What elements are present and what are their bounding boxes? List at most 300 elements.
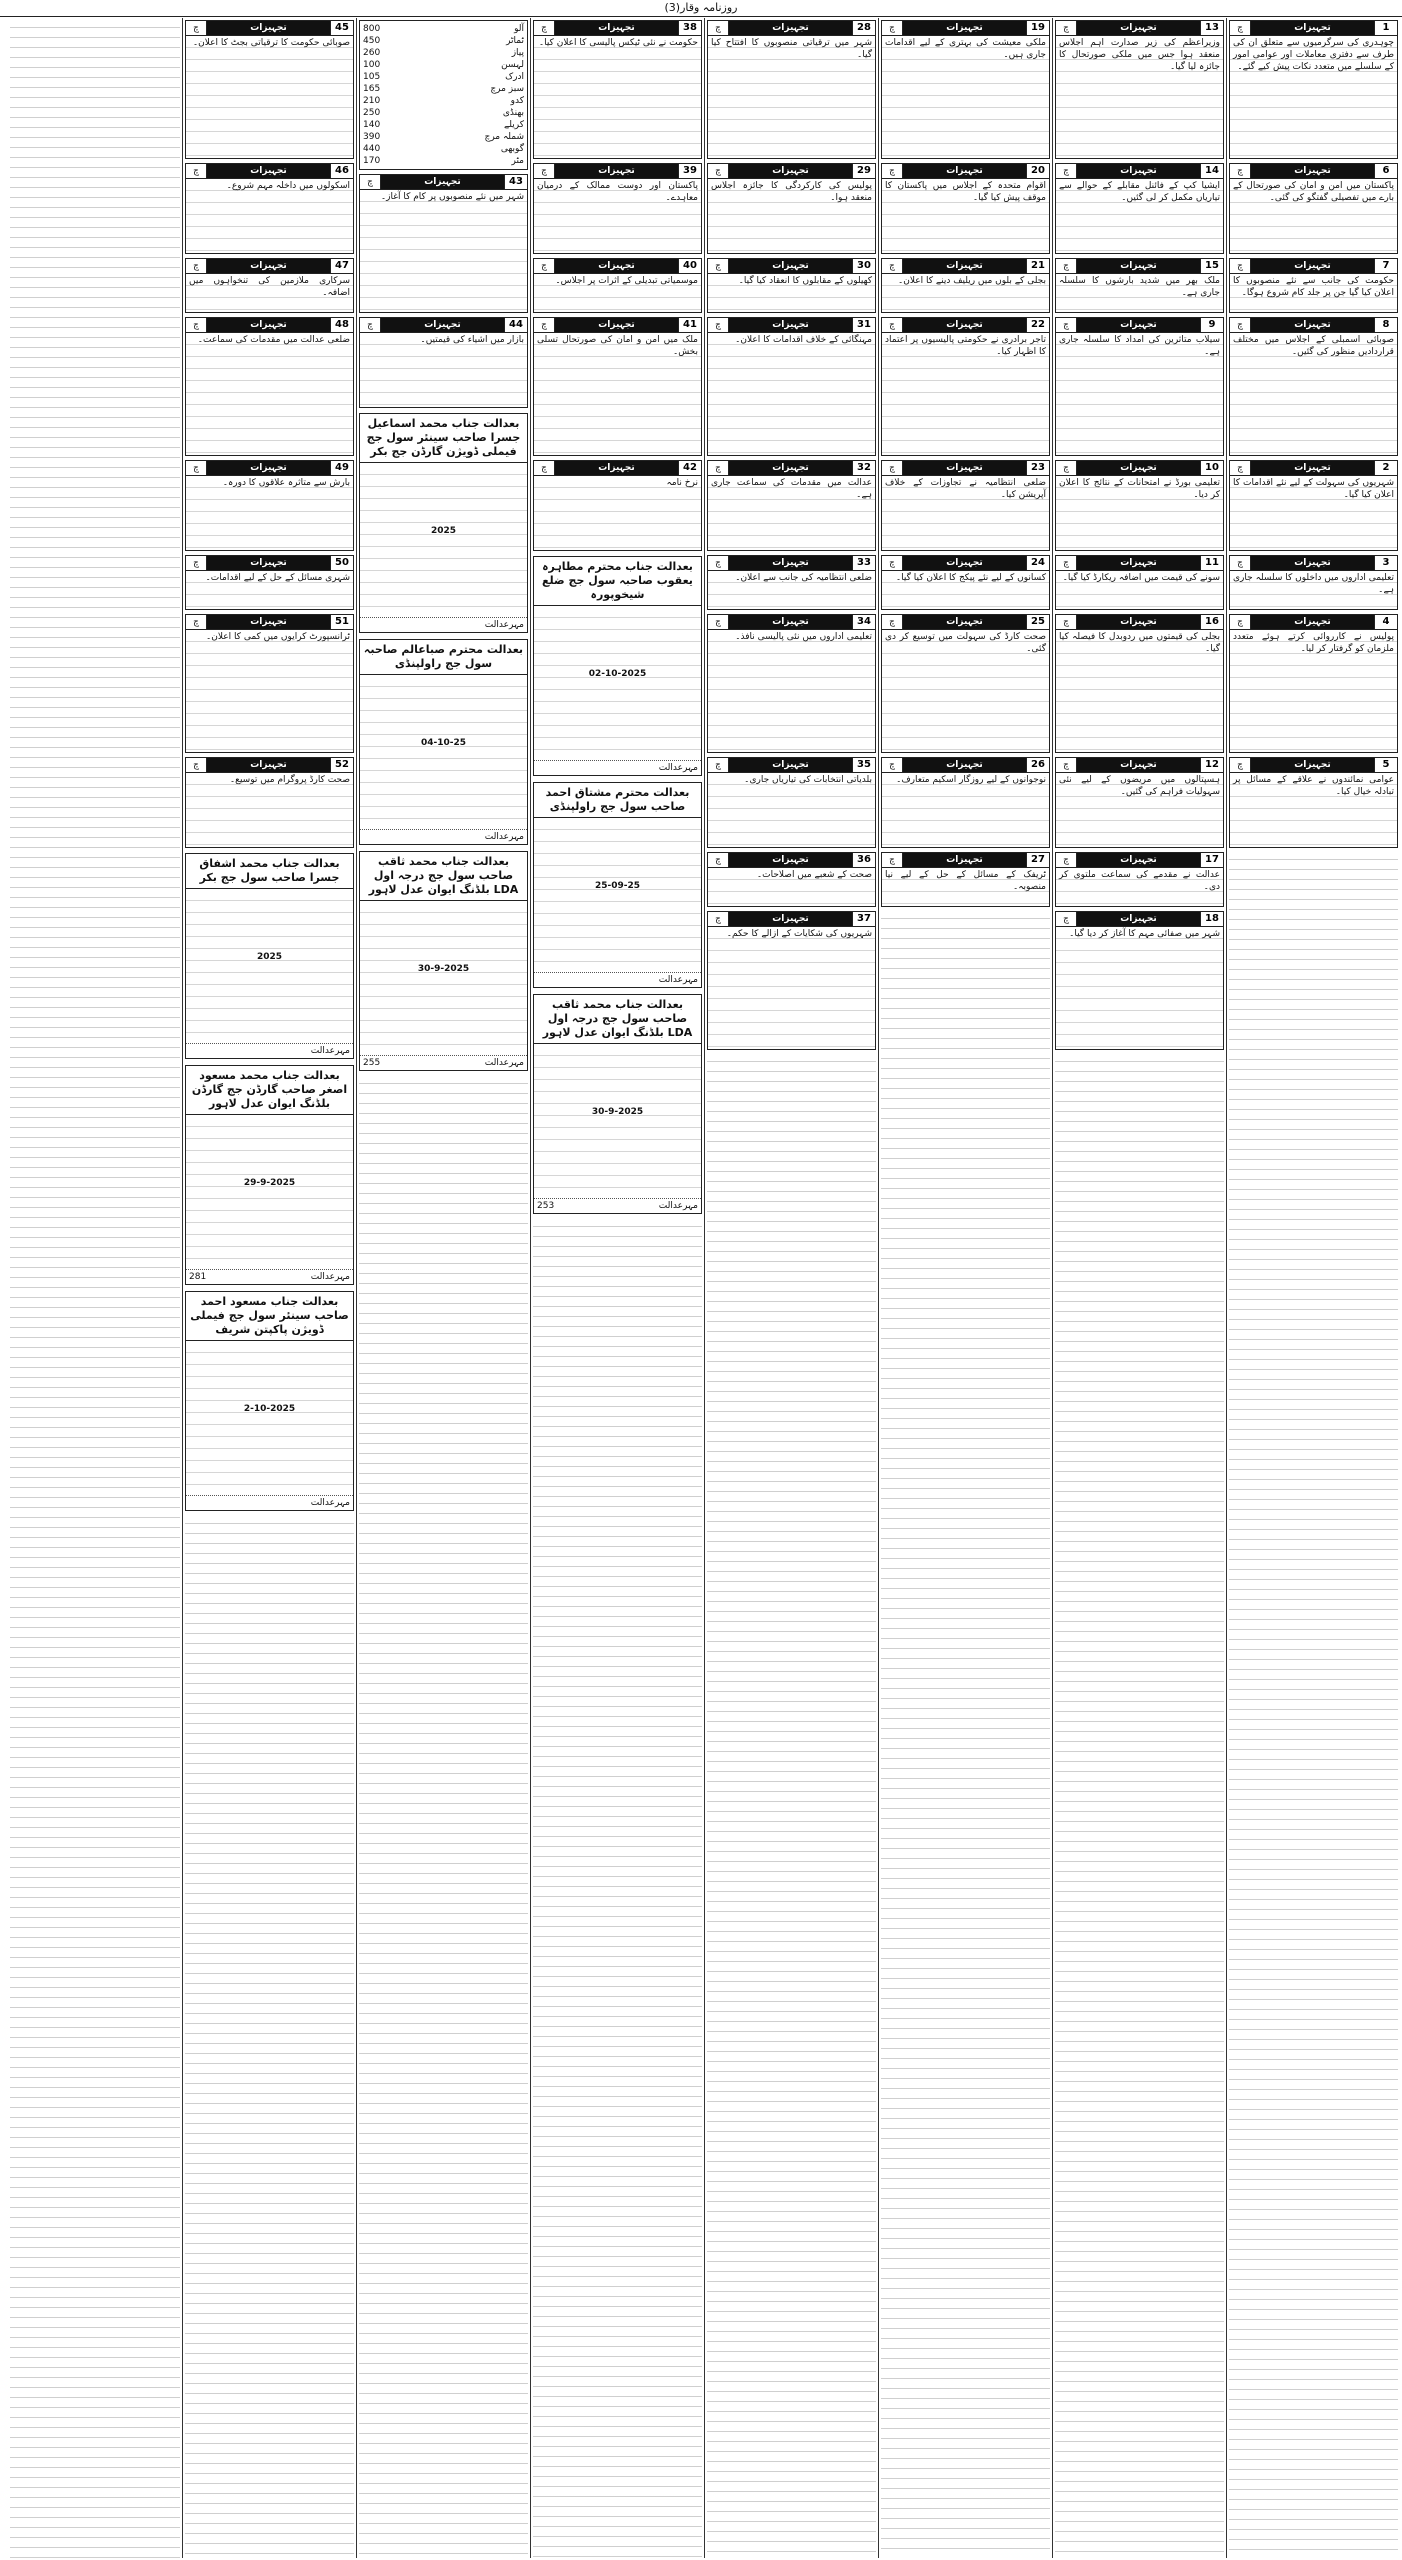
notice-title: تجہیزات	[1077, 318, 1200, 332]
notice-text: پاکستان اور دوست ممالک کے درمیان معاہدے۔	[534, 179, 701, 253]
court-text	[186, 889, 353, 1043]
notice-title: تجہیزات	[903, 259, 1026, 273]
notice-tag: چ	[882, 21, 903, 35]
notice-title: تجہیزات	[729, 21, 852, 35]
court-title: بعدالت جناب محمد ثاقب صاحب سول جج درجہ اول LDA بلڈنگ ایوان عدل لاہور	[534, 995, 701, 1044]
notice-header	[1056, 318, 1223, 333]
notice-header	[1230, 21, 1397, 36]
notice-box	[707, 757, 876, 848]
notice-tag: چ	[882, 164, 903, 178]
notice-tag: چ	[186, 556, 207, 570]
notice-header	[882, 758, 1049, 773]
court-text	[186, 1341, 353, 1495]
notice-number: 42	[678, 461, 701, 475]
notice-text: تعلیمی اداروں میں نئی پالیسی نافذ۔	[708, 630, 875, 752]
price-value: 105	[363, 72, 381, 82]
court-footer	[186, 1269, 353, 1284]
notice-header	[534, 259, 701, 274]
notice-text: ضلعی عدالت میں مقدمات کی سماعت۔	[186, 333, 353, 455]
price-list	[359, 20, 528, 170]
notice-header	[186, 461, 353, 476]
notice-tag: چ	[882, 853, 903, 867]
price-value: 440	[363, 144, 381, 154]
notice-serial: 255	[363, 1058, 381, 1068]
notice-header	[1056, 758, 1223, 773]
notice-box	[185, 757, 354, 848]
price-row	[363, 47, 524, 59]
notice-tag: چ	[360, 318, 381, 332]
price-value: 165	[363, 84, 381, 94]
notice-header	[360, 175, 527, 190]
notice-tag: چ	[186, 318, 207, 332]
notice-box	[707, 258, 876, 313]
column-2	[1052, 18, 1226, 2558]
price-row	[363, 119, 524, 131]
notice-box	[881, 757, 1050, 848]
notice-text: صحت کارڈ کی سہولت میں توسیع کر دی گئی۔	[882, 630, 1049, 752]
court-footer	[186, 1043, 353, 1058]
notice-text: ایشیا کپ کے فائنل مقابلے کے حوالے سے تیاریاں مکمل کر لی گئیں۔	[1056, 179, 1223, 253]
notice-text: تاجر برادری نے حکومتی پالیسیوں پر اعتماد کا اظہار کیا۔	[882, 333, 1049, 455]
notice-box	[1055, 852, 1224, 907]
notice-text: حکومت کی جانب سے نئے منصوبوں کا اعلان کیا گیا جن پر جلد کام شروع ہوگا۔	[1230, 274, 1397, 312]
notice-tag: چ	[186, 461, 207, 475]
notice-number: 25	[1026, 615, 1049, 629]
notice-title: تجہیزات	[1077, 21, 1200, 35]
hearing-date: 2-10-2025	[243, 1404, 296, 1414]
court-notice	[533, 994, 702, 1214]
notice-tag: چ	[708, 853, 729, 867]
court-seal-label: مہرعدالت	[310, 1046, 350, 1056]
notice-number: 28	[852, 21, 875, 35]
notice-title: تجہیزات	[729, 758, 852, 772]
notice-tag: چ	[1056, 556, 1077, 570]
notice-text: بلدیاتی انتخابات کی تیاریاں جاری۔	[708, 773, 875, 847]
price-value: 100	[363, 60, 381, 70]
court-title: بعدالت جناب محترم مطاہرہ یعقوب صاحبہ سول جج ضلع شیخوپورہ	[534, 557, 701, 606]
notice-header	[1230, 461, 1397, 476]
notice-box	[707, 460, 876, 551]
notice-box	[1055, 911, 1224, 1050]
notice-header	[708, 318, 875, 333]
newspaper-columns	[2, 18, 1400, 2558]
notice-number: 8	[1374, 318, 1397, 332]
page-header	[0, 0, 1402, 17]
price-value: 260	[363, 48, 381, 58]
notice-text: بجلی کے بلوں میں ریلیف دینے کا اعلان۔	[882, 274, 1049, 312]
price-row	[363, 59, 524, 71]
notice-title: تجہیزات	[207, 259, 330, 273]
notice-text: بازار میں اشیاء کی قیمتیں۔	[360, 333, 527, 407]
notice-number: 35	[852, 758, 875, 772]
hearing-date: 30-9-2025	[417, 964, 470, 974]
notice-header	[1056, 615, 1223, 630]
notice-text: مہنگائی کے خلاف اقدامات کا اعلان۔	[708, 333, 875, 455]
notice-tag: چ	[186, 164, 207, 178]
notice-tag: چ	[1056, 853, 1077, 867]
notice-number: 44	[504, 318, 527, 332]
text-filler	[10, 18, 180, 2558]
notice-title: تجہیزات	[729, 259, 852, 273]
notice-text: چوہدری کی سرگرمیوں سے متعلق ان کی طرف سے دفتری معاملات اور عوامی امور کے سلسلے میں متعدد نکات پیش کیے گئے۔	[1230, 36, 1397, 158]
price-value: 140	[363, 120, 381, 130]
notice-text: صوبائی اسمبلی کے اجلاس میں مختلف قراردادیں منظور کی گئیں۔	[1230, 333, 1397, 455]
notice-box	[1055, 460, 1224, 551]
notice-number: 4	[1374, 615, 1397, 629]
notice-title: تجہیزات	[903, 318, 1026, 332]
price-row	[363, 131, 524, 143]
notice-text: صوبائی حکومت کا ترقیاتی بجٹ کا اعلان۔	[186, 36, 353, 158]
court-seal-label: مہرعدالت	[484, 1058, 524, 1068]
notice-box	[185, 317, 354, 456]
notice-title: تجہیزات	[729, 912, 852, 926]
hearing-date: 04-10-25	[420, 738, 467, 748]
notice-tag: چ	[186, 21, 207, 35]
notice-header	[186, 615, 353, 630]
notice-tag: چ	[882, 259, 903, 273]
notice-header	[360, 318, 527, 333]
notice-box	[1229, 757, 1398, 848]
court-title: بعدالت محترم مشتاق احمد صاحب سول جج راولپنڈی	[534, 783, 701, 818]
notice-text: شہریوں کی سہولت کے لیے نئے اقدامات کا اعلان کیا گیا۔	[1230, 476, 1397, 550]
price-value: 170	[363, 156, 381, 166]
notice-title: تجہیزات	[555, 164, 678, 178]
notice-title: تجہیزات	[207, 318, 330, 332]
notice-tag: چ	[708, 21, 729, 35]
notice-text: بجلی کی قیمتوں میں ردوبدل کا فیصلہ کیا گیا۔	[1056, 630, 1223, 752]
notice-header	[1230, 164, 1397, 179]
notice-title: تجہیزات	[1077, 164, 1200, 178]
price-row	[363, 143, 524, 155]
price-row	[363, 95, 524, 107]
court-title: بعدالت جناب محمد اشفاق جسرا صاحب سول جج بکر	[186, 854, 353, 889]
notice-title: تجہیزات	[729, 556, 852, 570]
hearing-date: 2025	[256, 952, 283, 962]
notice-title: تجہیزات	[1077, 758, 1200, 772]
notice-box	[707, 20, 876, 159]
price-row	[363, 23, 524, 35]
notice-box	[1055, 258, 1224, 313]
price-item: ٹماٹر	[506, 36, 524, 46]
notice-header	[1056, 461, 1223, 476]
court-notice	[359, 413, 528, 633]
notice-number: 48	[330, 318, 353, 332]
notice-number: 24	[1026, 556, 1049, 570]
notice-box	[1229, 20, 1398, 159]
notice-text: سونے کی قیمت میں اضافہ ریکارڈ کیا گیا۔	[1056, 571, 1223, 609]
price-item: شملہ مرچ	[484, 132, 524, 142]
notice-number: 37	[852, 912, 875, 926]
notice-header	[882, 556, 1049, 571]
column-5	[530, 18, 704, 2558]
hearing-date: 2025	[430, 526, 457, 536]
notice-text: حکومت نے نئی ٹیکس پالیسی کا اعلان کیا۔	[534, 36, 701, 158]
notice-tag: چ	[882, 318, 903, 332]
notice-tag: چ	[708, 461, 729, 475]
notice-header	[1056, 21, 1223, 36]
notice-header	[708, 556, 875, 571]
notice-box	[1055, 757, 1224, 848]
notice-text: نرخ نامہ	[534, 476, 701, 550]
notice-title: تجہیزات	[1077, 461, 1200, 475]
notice-text: پاکستان میں امن و امان کی صورتحال کے بارے میں تفصیلی گفتگو کی گئی۔	[1230, 179, 1397, 253]
notice-box	[185, 614, 354, 753]
hearing-date: 02-10-2025	[588, 669, 647, 679]
notice-text: ملکی معیشت کی بہتری کے لیے اقدامات جاری ہیں۔	[882, 36, 1049, 158]
text-filler	[1229, 850, 1398, 2558]
column-1	[1226, 18, 1400, 2558]
notice-box	[1055, 555, 1224, 610]
notice-tag: چ	[1230, 615, 1251, 629]
notice-header	[708, 21, 875, 36]
notice-box	[881, 852, 1050, 907]
notice-number: 43	[504, 175, 527, 189]
notice-number: 18	[1200, 912, 1223, 926]
notice-title: تجہیزات	[1251, 164, 1374, 178]
notice-number: 51	[330, 615, 353, 629]
notice-header	[1230, 318, 1397, 333]
notice-box	[707, 317, 876, 456]
notice-number: 52	[330, 758, 353, 772]
notice-tag: چ	[534, 164, 555, 178]
notice-text: تعلیمی اداروں میں داخلوں کا سلسلہ جاری ہے۔	[1230, 571, 1397, 609]
price-item: سبز مرچ	[490, 84, 524, 94]
court-title: بعدالت جناب مسعود احمد صاحب سینئر سول جج فیملی ڈویژن پاکپتن شریف	[186, 1292, 353, 1341]
notice-header	[186, 758, 353, 773]
court-notice	[533, 556, 702, 776]
notice-text: عدالت میں مقدمات کی سماعت جاری ہے۔	[708, 476, 875, 550]
notice-tag: چ	[882, 758, 903, 772]
notice-text: اسکولوں میں داخلہ مہم شروع۔	[186, 179, 353, 253]
notice-header	[534, 318, 701, 333]
notice-text: موسمیاتی تبدیلی کے اثرات پر اجلاس۔	[534, 274, 701, 312]
notice-number: 21	[1026, 259, 1049, 273]
court-notice	[185, 853, 354, 1059]
page-title: روزنامہ وقار(3)	[664, 1, 738, 14]
notice-box	[533, 258, 702, 313]
notice-box	[1229, 460, 1398, 551]
notice-header	[186, 164, 353, 179]
notice-box	[533, 317, 702, 456]
notice-tag: چ	[1230, 556, 1251, 570]
notice-box	[359, 317, 528, 408]
court-text	[534, 1044, 701, 1198]
court-footer	[360, 1055, 527, 1070]
notice-text: بارش سے متاثرہ علاقوں کا دورہ۔	[186, 476, 353, 550]
court-notice	[359, 851, 528, 1071]
notice-title: تجہیزات	[903, 164, 1026, 178]
notice-text: کسانوں کے لیے نئے پیکج کا اعلان کیا گیا۔	[882, 571, 1049, 609]
notice-number: 34	[852, 615, 875, 629]
court-seal-label: مہرعدالت	[310, 1272, 350, 1282]
notice-tag: چ	[882, 615, 903, 629]
notice-title: تجہیزات	[207, 758, 330, 772]
notice-text: نوجوانوں کے لیے روزگار اسکیم متعارف۔	[882, 773, 1049, 847]
notice-tag: چ	[1056, 21, 1077, 35]
notice-tag: چ	[360, 175, 381, 189]
notice-tag: چ	[1230, 461, 1251, 475]
notice-box	[533, 20, 702, 159]
notice-number: 20	[1026, 164, 1049, 178]
notice-number: 31	[852, 318, 875, 332]
notice-text: عدالت نے مقدمے کی سماعت ملتوی کر دی۔	[1056, 868, 1223, 906]
notice-tag: چ	[1230, 758, 1251, 772]
notice-title: تجہیزات	[207, 461, 330, 475]
price-value: 250	[363, 108, 381, 118]
notice-title: تجہیزات	[381, 175, 504, 189]
court-seal-label: مہرعدالت	[658, 1201, 698, 1211]
notice-box	[1229, 163, 1398, 254]
notice-title: تجہیزات	[555, 318, 678, 332]
notice-box	[185, 460, 354, 551]
hearing-date: 29-9-2025	[243, 1178, 296, 1188]
notice-header	[1056, 556, 1223, 571]
notice-number: 15	[1200, 259, 1223, 273]
notice-box	[881, 20, 1050, 159]
notice-box	[185, 555, 354, 610]
notice-box	[881, 460, 1050, 551]
court-text	[186, 1115, 353, 1269]
notice-header	[708, 259, 875, 274]
notice-header	[882, 21, 1049, 36]
notice-number: 10	[1200, 461, 1223, 475]
notice-box	[881, 555, 1050, 610]
text-filler	[359, 1074, 528, 2558]
notice-title: تجہیزات	[1251, 461, 1374, 475]
notice-tag: چ	[708, 259, 729, 273]
court-seal-label: مہرعدالت	[658, 975, 698, 985]
price-row	[363, 83, 524, 95]
court-footer	[534, 1198, 701, 1213]
notice-title: تجہیزات	[729, 164, 852, 178]
notice-header	[708, 912, 875, 927]
hearing-date: 30-9-2025	[591, 1107, 644, 1117]
notice-tag: چ	[534, 259, 555, 273]
notice-tag: چ	[1056, 318, 1077, 332]
notice-box	[533, 460, 702, 551]
notice-number: 32	[852, 461, 875, 475]
notice-header	[1056, 259, 1223, 274]
court-seal-label: مہرعدالت	[484, 620, 524, 630]
notice-tag: چ	[708, 615, 729, 629]
notice-text: شہر میں نئے منصوبوں پر کام کا آغاز۔	[360, 190, 527, 312]
notice-header	[882, 853, 1049, 868]
notice-title: تجہیزات	[903, 461, 1026, 475]
notice-header	[534, 164, 701, 179]
court-notice	[185, 1065, 354, 1285]
notice-title: تجہیزات	[1251, 318, 1374, 332]
price-row	[363, 107, 524, 119]
notice-text: شہر میں ترقیاتی منصوبوں کا افتتاح کیا گیا۔	[708, 36, 875, 158]
price-item: کریلے	[503, 120, 524, 130]
text-filler	[707, 1052, 876, 2558]
notice-title: تجہیزات	[1251, 259, 1374, 273]
notice-header	[1230, 615, 1397, 630]
notice-text: ضلعی انتظامیہ کی جانب سے اعلان۔	[708, 571, 875, 609]
notice-box	[707, 614, 876, 753]
notice-number: 16	[1200, 615, 1223, 629]
notice-text: ٹریفک کے مسائل کے حل کے لیے نیا منصوبہ۔	[882, 868, 1049, 906]
column-6	[356, 18, 530, 2558]
notice-number: 50	[330, 556, 353, 570]
notice-box	[185, 258, 354, 313]
notice-text: کھیلوں کے مقابلوں کا انعقاد کیا گیا۔	[708, 274, 875, 312]
notice-tag: چ	[708, 912, 729, 926]
court-footer	[360, 829, 527, 844]
notice-tag: چ	[534, 318, 555, 332]
notice-text: سیلاب متاثرین کی امداد کا سلسلہ جاری ہے۔	[1056, 333, 1223, 455]
notice-text: پولیس کی کارکردگی کا جائزہ اجلاس منعقد ہوا۔	[708, 179, 875, 253]
notice-tag: چ	[708, 556, 729, 570]
notice-header	[708, 164, 875, 179]
notice-number: 3	[1374, 556, 1397, 570]
notice-number: 11	[1200, 556, 1223, 570]
notice-number: 30	[852, 259, 875, 273]
notice-tag: چ	[1056, 615, 1077, 629]
notice-title: تجہیزات	[207, 21, 330, 35]
notice-header	[1056, 164, 1223, 179]
notice-number: 26	[1026, 758, 1049, 772]
column-3	[878, 18, 1052, 2558]
notice-number: 6	[1374, 164, 1397, 178]
notice-tag: چ	[1230, 21, 1251, 35]
notice-number: 29	[852, 164, 875, 178]
notice-tag: چ	[186, 259, 207, 273]
court-footer	[534, 972, 701, 987]
notice-title: تجہیزات	[207, 164, 330, 178]
notice-number: 17	[1200, 853, 1223, 867]
notice-number: 1	[1374, 21, 1397, 35]
notice-number: 36	[852, 853, 875, 867]
price-row	[363, 35, 524, 47]
notice-tag: چ	[882, 461, 903, 475]
notice-number: 13	[1200, 21, 1223, 35]
notice-serial: 281	[189, 1272, 207, 1282]
price-item: بھنڈی	[502, 108, 524, 118]
notice-text: ملک میں امن و امان کی صورتحال تسلی بخش۔	[534, 333, 701, 455]
notice-tag: چ	[1056, 912, 1077, 926]
notice-title: تجہیزات	[729, 853, 852, 867]
court-seal-label: مہرعدالت	[484, 832, 524, 842]
notice-number: 49	[330, 461, 353, 475]
notice-number: 19	[1026, 21, 1049, 35]
notice-tag: چ	[186, 758, 207, 772]
notice-text: پولیس نے کارروائی کرتے ہوئے متعدد ملزمان کو گرفتار کر لیا۔	[1230, 630, 1397, 752]
notice-header	[186, 21, 353, 36]
notice-box	[1055, 20, 1224, 159]
notice-header	[1056, 912, 1223, 927]
notice-box	[1229, 317, 1398, 456]
notice-tag: چ	[1230, 318, 1251, 332]
court-title: بعدالت جناب محمد اسماعیل جسرا صاحب سینئر سول جج فیملی ڈویژن گارڈن جج بکر	[360, 414, 527, 463]
notice-tag: چ	[1230, 164, 1251, 178]
notice-box	[707, 555, 876, 610]
notice-box	[359, 174, 528, 313]
text-filler	[881, 909, 1050, 2558]
price-value: 390	[363, 132, 381, 142]
court-notice	[185, 1291, 354, 1511]
notice-box	[707, 911, 876, 1050]
notice-text: ملک بھر میں شدید بارشوں کا سلسلہ جاری ہے۔	[1056, 274, 1223, 312]
column-7	[182, 18, 356, 2558]
notice-title: تجہیزات	[903, 21, 1026, 35]
notice-box	[707, 163, 876, 254]
notice-box	[533, 163, 702, 254]
court-text	[360, 463, 527, 617]
notice-box	[185, 163, 354, 254]
court-text	[360, 675, 527, 829]
notice-title: تجہیزات	[207, 615, 330, 629]
